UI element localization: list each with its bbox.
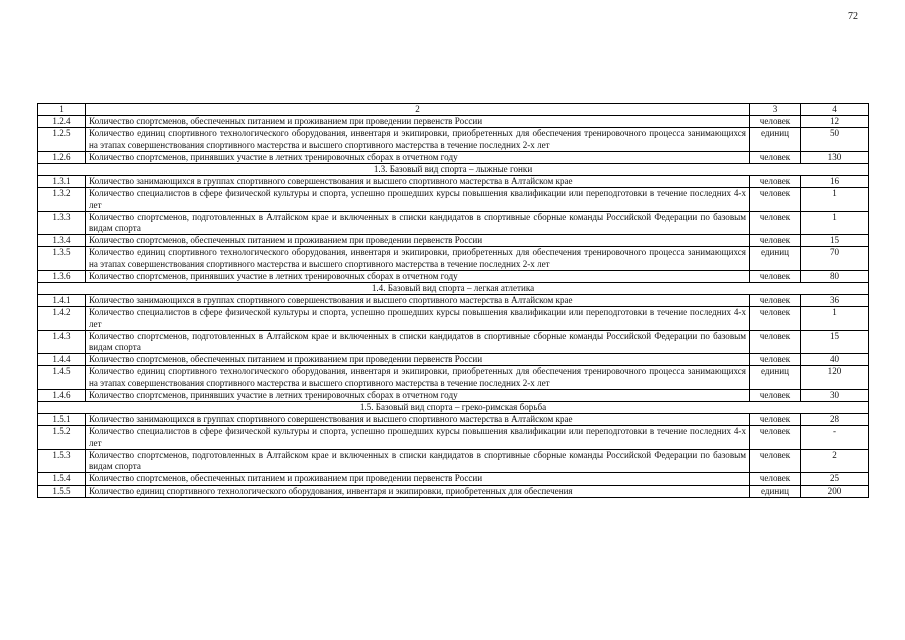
unit-cell: единиц	[750, 247, 801, 270]
unit-cell: человек	[750, 426, 801, 449]
indicator-description-cell: Количество спортсменов, обеспеченных питанием и проживанием при проведении первенств России	[86, 116, 750, 128]
table-row	[38, 354, 869, 366]
indicator-description-cell: Количество занимающихся в группах спортивного совершенствования и высшего спортивного мастерства в Алтайском крае	[86, 414, 750, 426]
value-cell: 25	[801, 473, 869, 485]
section-title: 1.5. Базовый вид спорта – греко-римская борьба	[38, 402, 869, 414]
header-cell: 3	[750, 104, 801, 116]
unit-cell: человек	[750, 116, 801, 128]
indicator-description-cell: Количество спортсменов, обеспеченных питанием и проживанием при проведении первенств России	[86, 235, 750, 247]
value-cell: 15	[801, 330, 869, 353]
section-title: 1.4. Базовый вид спорта – легкая атлетика	[38, 283, 869, 295]
header-cell: 2	[86, 104, 750, 116]
unit-cell: человек	[750, 389, 801, 401]
unit-cell: человек	[750, 295, 801, 307]
unit-cell: человек	[750, 414, 801, 426]
table-row	[38, 176, 869, 188]
value-cell: 70	[801, 247, 869, 270]
value-cell: 50	[801, 128, 869, 151]
unit-cell: человек	[750, 270, 801, 282]
indicator-description-cell: Количество специалистов в сфере физической культуры и спорта, успешно прошедших курсы повышения квалификации или переподготовки в течение последних 4-х лет	[86, 188, 750, 211]
indicator-description-cell: Количество специалистов в сфере физической культуры и спорта, успешно прошедших курсы повышения квалификации или переподготовки в течение последних 4-х лет	[86, 426, 750, 449]
value-cell: 15	[801, 235, 869, 247]
row-number-cell: 1.5.3	[38, 449, 86, 472]
indicator-description-cell: Количество спортсменов, принявших участие в летних тренировочных сборах в отчетном году	[86, 270, 750, 282]
table-row	[38, 128, 869, 151]
indicator-description-cell: Количество единиц спортивного технологического оборудования, инвентаря и экипировки, приобретенных для обеспечения тренировочного процесса занимающихся на этапах совершенствования спортивного мастерства и высшего спортивного мастерства в течение последних 2-х лет	[86, 247, 750, 270]
table-row	[38, 449, 869, 472]
row-number-cell: 1.5.5	[38, 485, 86, 497]
table-row	[38, 211, 869, 234]
table-row	[38, 366, 869, 389]
row-number-cell: 1.3.1	[38, 176, 86, 188]
unit-cell: человек	[750, 354, 801, 366]
table-row	[38, 151, 869, 163]
table-row	[38, 473, 869, 485]
row-number-cell: 1.4.2	[38, 307, 86, 330]
page-number: 72	[848, 11, 858, 22]
value-cell: 30	[801, 389, 869, 401]
value-cell: 130	[801, 151, 869, 163]
indicator-description-cell: Количество спортсменов, подготовленных в Алтайском крае и включенных в списки кандидатов в спортивные сборные команды Российской Федерации по базовым видам спорта	[86, 211, 750, 234]
value-cell: 28	[801, 414, 869, 426]
unit-cell: единиц	[750, 485, 801, 497]
value-cell: 80	[801, 270, 869, 282]
row-number-cell: 1.3.2	[38, 188, 86, 211]
row-number-cell: 1.3.6	[38, 270, 86, 282]
row-number-cell: 1.3.4	[38, 235, 86, 247]
row-number-cell: 1.3.3	[38, 211, 86, 234]
section-title: 1.3. Базовый вид спорта – лыжные гонки	[38, 164, 869, 176]
indicator-description-cell: Количество единиц спортивного технологического оборудования, инвентаря и экипировки, приобретенных для обеспечения тренировочного процесса занимающихся на этапах совершенствования спортивного мастерства и высшего спортивного мастерства в течение последних 2-х лет	[86, 366, 750, 389]
value-cell: 200	[801, 485, 869, 497]
unit-cell: человек	[750, 235, 801, 247]
section-header-row	[38, 402, 869, 414]
unit-cell: единиц	[750, 128, 801, 151]
value-cell: 36	[801, 295, 869, 307]
value-cell: 1	[801, 188, 869, 211]
header-cell: 1	[38, 104, 86, 116]
value-cell: 40	[801, 354, 869, 366]
unit-cell: человек	[750, 449, 801, 472]
indicator-description-cell: Количество спортсменов, принявших участие в летних тренировочных сборах в отчетном году	[86, 389, 750, 401]
indicator-description-cell: Количество специалистов в сфере физической культуры и спорта, успешно прошедших курсы повышения квалификации или переподготовки в течение последних 4-х лет	[86, 307, 750, 330]
table-header-row	[38, 104, 869, 116]
unit-cell: человек	[750, 188, 801, 211]
table-row	[38, 330, 869, 353]
row-number-cell: 1.2.5	[38, 128, 86, 151]
value-cell: 120	[801, 366, 869, 389]
row-number-cell: 1.4.1	[38, 295, 86, 307]
row-number-cell: 1.5.2	[38, 426, 86, 449]
table-row	[38, 188, 869, 211]
value-cell: 2	[801, 449, 869, 472]
row-number-cell: 1.3.5	[38, 247, 86, 270]
unit-cell: человек	[750, 151, 801, 163]
header-cell: 4	[801, 104, 869, 116]
unit-cell: человек	[750, 473, 801, 485]
indicator-description-cell: Количество занимающихся в группах спортивного совершенствования и высшего спортивного мастерства в Алтайском крае	[86, 176, 750, 188]
unit-cell: единиц	[750, 366, 801, 389]
indicators-table	[37, 103, 869, 498]
value-cell: 1	[801, 211, 869, 234]
row-number-cell: 1.4.3	[38, 330, 86, 353]
indicator-description-cell: Количество спортсменов, подготовленных в Алтайском крае и включенных в списки кандидатов в спортивные сборные команды Российской Федерации по базовым видам спорта	[86, 330, 750, 353]
indicator-description-cell: Количество спортсменов, обеспеченных питанием и проживанием при проведении первенств России	[86, 473, 750, 485]
row-number-cell: 1.4.4	[38, 354, 86, 366]
unit-cell: человек	[750, 330, 801, 353]
table-row	[38, 116, 869, 128]
indicator-description-cell: Количество единиц спортивного технологического оборудования, инвентаря и экипировки, приобретенных для обеспечения тренировочного процесса занимающихся на этапах совершенствования спортивного мастерства и высшего спортивного мастерства в течение последних 2-х лет	[86, 128, 750, 151]
table-row	[38, 414, 869, 426]
indicator-description-cell: Количество спортсменов, обеспеченных питанием и проживанием при проведении первенств России	[86, 354, 750, 366]
table-row	[38, 426, 869, 449]
row-number-cell: 1.4.6	[38, 389, 86, 401]
row-number-cell: 1.2.4	[38, 116, 86, 128]
indicator-description-cell: Количество спортсменов, принявших участие в летних тренировочных сборах в отчетном году	[86, 151, 750, 163]
value-cell: 1	[801, 307, 869, 330]
section-header-row	[38, 283, 869, 295]
row-number-cell: 1.5.1	[38, 414, 86, 426]
indicators-table-body	[38, 104, 869, 498]
table-row	[38, 295, 869, 307]
indicator-description-cell: Количество спортсменов, подготовленных в Алтайском крае и включенных в списки кандидатов в спортивные сборные команды Российской Федерации по базовым видам спорта	[86, 449, 750, 472]
row-number-cell: 1.5.4	[38, 473, 86, 485]
table-row	[38, 307, 869, 330]
table-row	[38, 235, 869, 247]
section-header-row	[38, 164, 869, 176]
table-row	[38, 247, 869, 270]
unit-cell: человек	[750, 176, 801, 188]
row-number-cell: 1.4.5	[38, 366, 86, 389]
table-row	[38, 270, 869, 282]
value-cell: 16	[801, 176, 869, 188]
value-cell: 12	[801, 116, 869, 128]
unit-cell: человек	[750, 307, 801, 330]
value-cell: -	[801, 426, 869, 449]
row-number-cell: 1.2.6	[38, 151, 86, 163]
table-row	[38, 389, 869, 401]
indicator-description-cell: Количество занимающихся в группах спортивного совершенствования и высшего спортивного мастерства в Алтайском крае	[86, 295, 750, 307]
table-row	[38, 485, 869, 497]
indicator-description-cell: Количество единиц спортивного технологического оборудования, инвентаря и экипировки, приобретенных для обеспечения	[86, 485, 750, 497]
unit-cell: человек	[750, 211, 801, 234]
